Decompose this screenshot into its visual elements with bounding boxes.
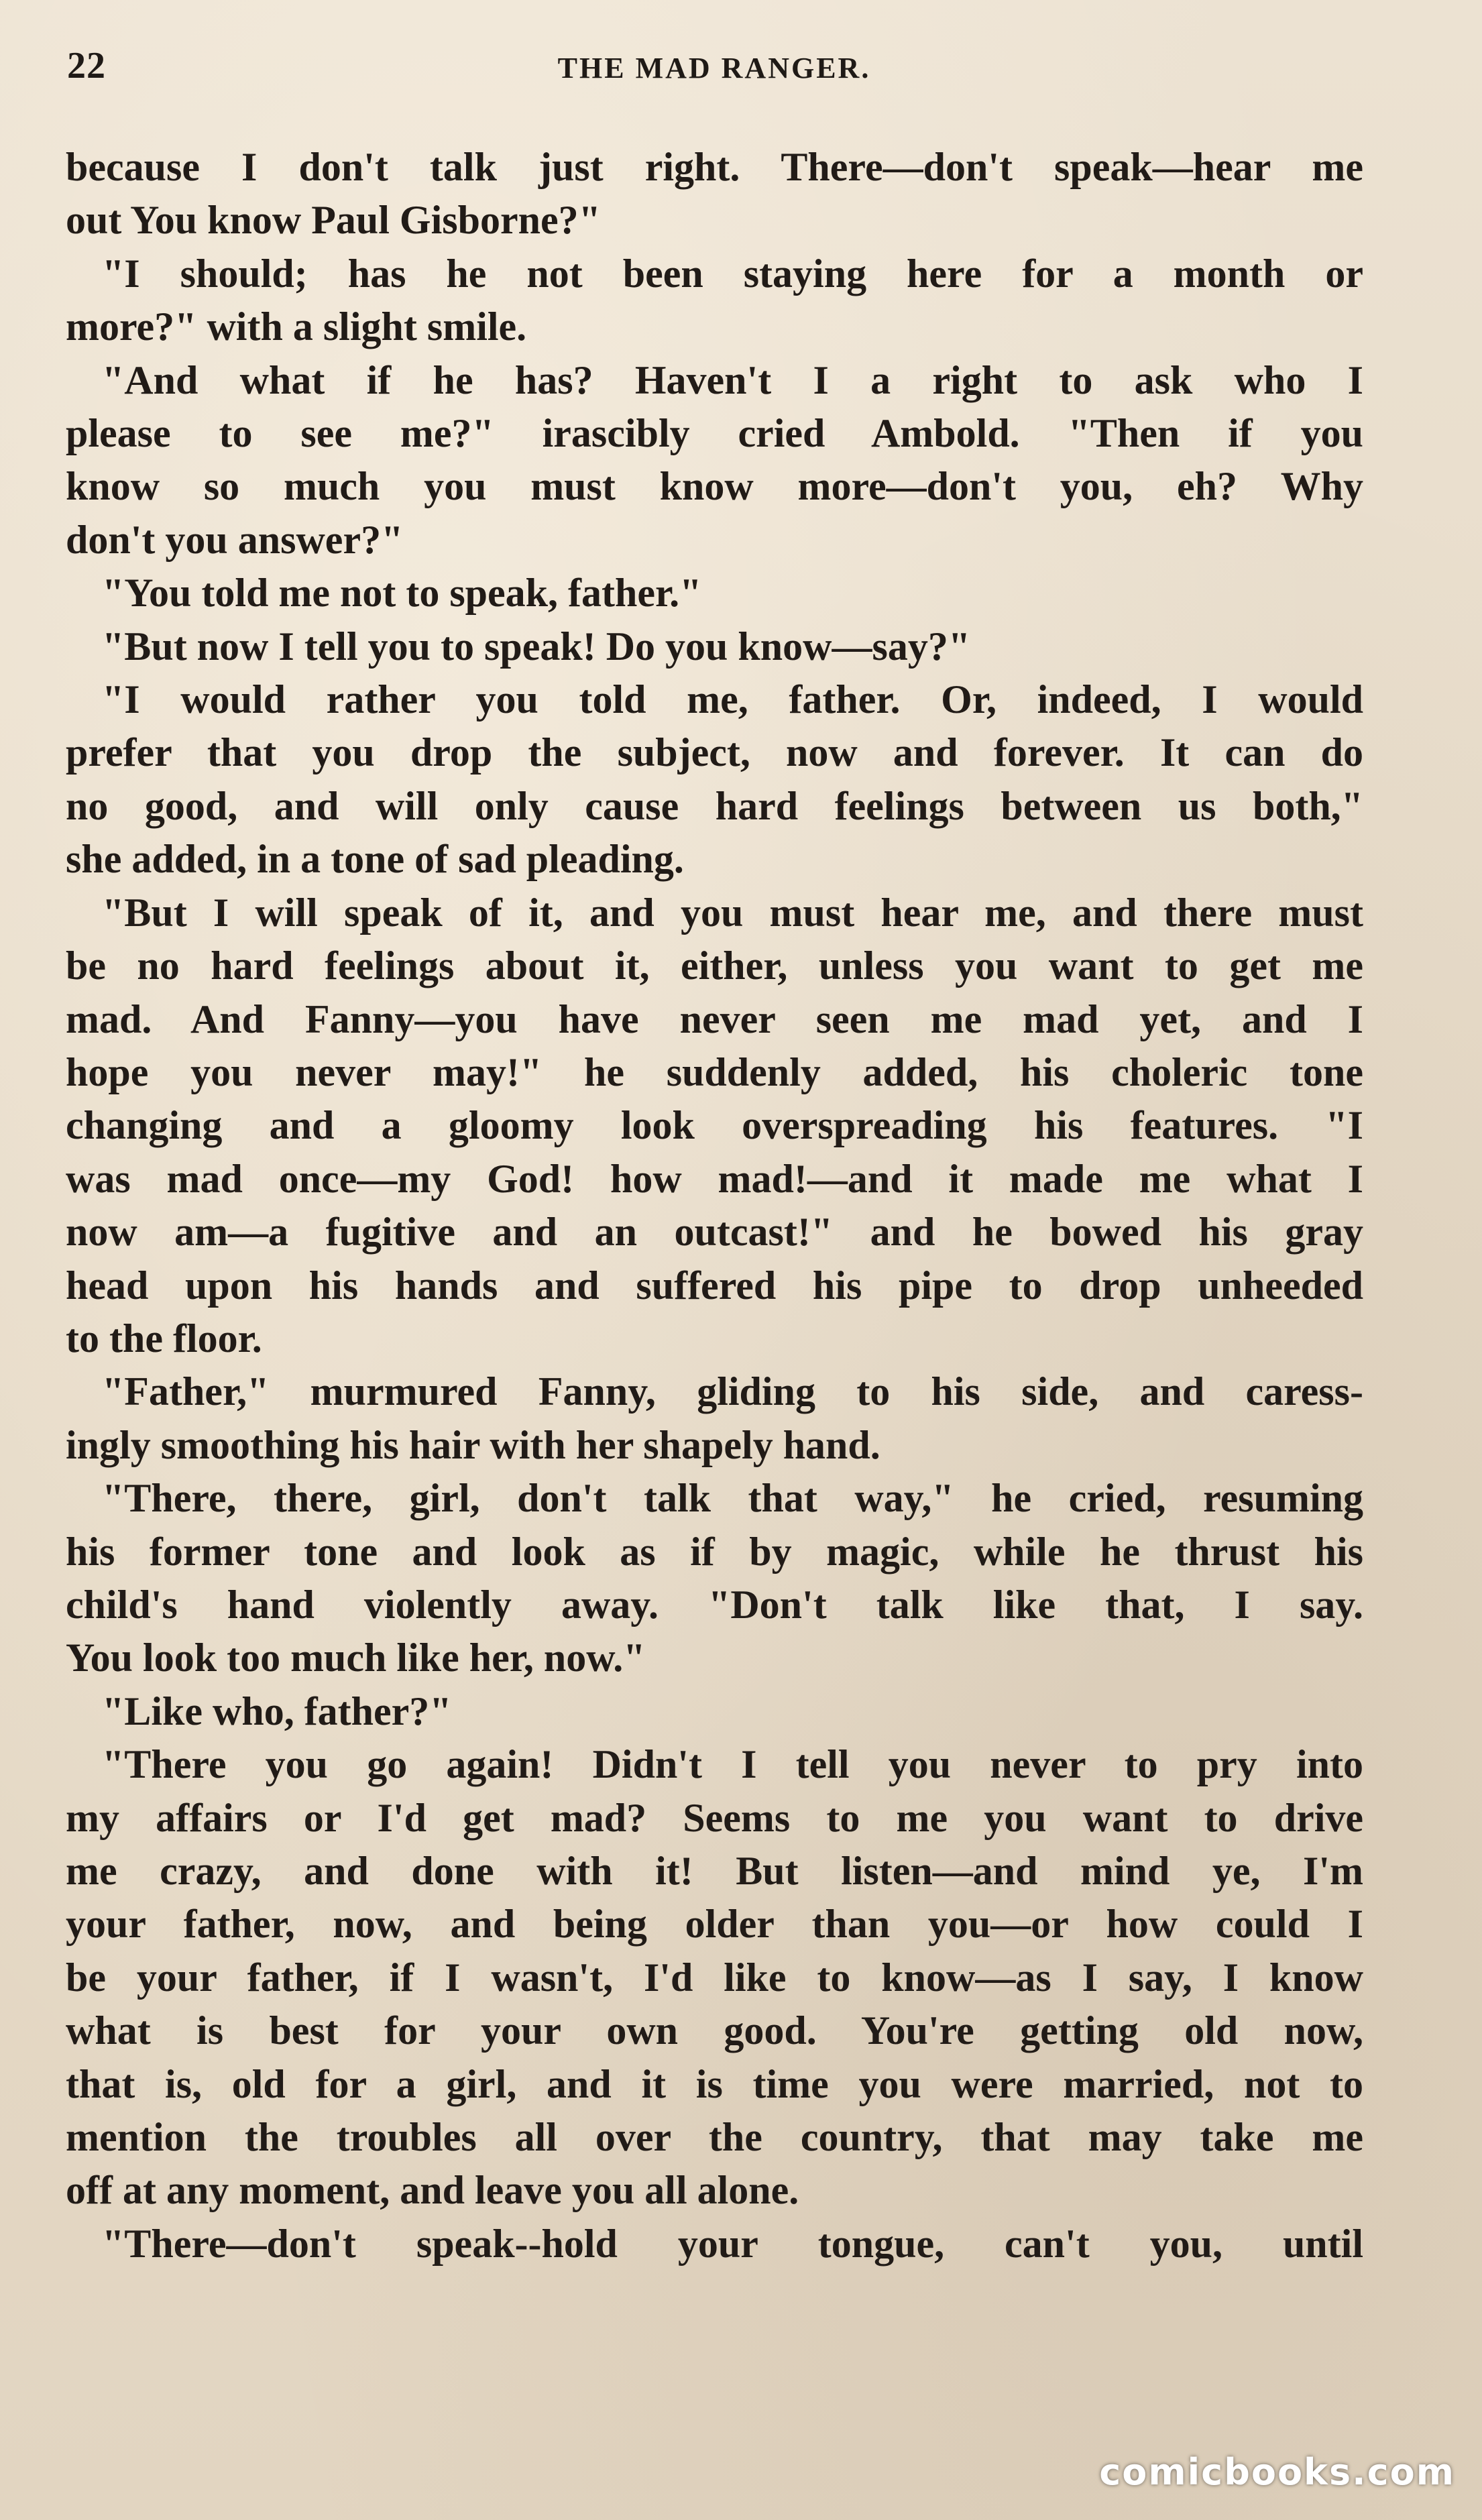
text-line: "But now I tell you to speak! Do you know—say?" [102, 624, 971, 669]
text-line: your father, now, and being older than you—or how could I [66, 1902, 1363, 1947]
text-line: "You told me not to speak, father." [102, 571, 702, 616]
text-line: You look too much like her, now." [66, 1636, 646, 1680]
running-head: THE MAD RANGER. [557, 52, 871, 84]
site-watermark: comicbooks.com [1099, 2451, 1455, 2493]
text-line: "Father," murmured Fanny, gliding to his side, and caress- [102, 1369, 1363, 1414]
text-line: because I don't talk just right. There—don't speak—hear me [66, 145, 1363, 189]
body-text [66, 141, 1363, 2271]
text-line: what is best for your own good. You're getting old now, [66, 2008, 1363, 2053]
text-line: prefer that you drop the subject, now and forever. It can do [66, 730, 1363, 775]
text-line: be no hard feelings about it, either, unless you want to get me [66, 943, 1363, 988]
text-line: now am—a fugitive and an outcast!" and he bowed his gray [66, 1210, 1363, 1255]
text-line: changing and a gloomy look overspreading his features. "I [66, 1103, 1363, 1148]
text-line: "There, there, girl, don't talk that way," he cried, resuming [102, 1476, 1363, 1521]
text-line: don't you answer?" [66, 517, 404, 562]
text-line: "I should; has he not been staying here for a month or [102, 251, 1363, 296]
text-line: no good, and will only cause hard feelings between us both," [66, 783, 1363, 828]
text-line: off at any moment, and leave you all alone. [66, 2168, 799, 2213]
page-header [67, 44, 1361, 91]
text-line: "But I will speak of it, and you must hear me, and there must [102, 890, 1363, 935]
text-line: "I would rather you told me, father. Or, indeed, I would [102, 677, 1363, 722]
text-line: mad. And Fanny—you have never seen me mad yet, and I [66, 996, 1363, 1041]
text-line: my affairs or I'd get mad? Seems to me you want to drive [66, 1795, 1363, 1840]
text-line: please to see me?" irascibly cried Ambold. "Then if you [66, 411, 1363, 456]
text-line: mention the troubles all over the country, that may take me [66, 2115, 1363, 2160]
text-line: me crazy, and done with it! But listen—and mind ye, I'm [66, 1849, 1363, 1893]
text-line: his former tone and look as if by magic, while he thrust his [66, 1529, 1363, 1574]
text-line: that is, old for a girl, and it is time you were married, not to [66, 2061, 1363, 2106]
text-line: more?" with a slight smile. [66, 304, 527, 349]
text-line: was mad once—my God! how mad!—and it made me what I [66, 1156, 1363, 1201]
text-line: to the floor. [66, 1316, 262, 1361]
page-number: 22 [67, 45, 106, 87]
text-line: know so much you must know more—don't you, eh? Why [66, 464, 1363, 509]
text-line: "There you go again! Didn't I tell you never to pry into [102, 1742, 1363, 1787]
text-line: head upon his hands and suffered his pipe to drop unheeded [66, 1263, 1363, 1308]
text-line: "And what if he has? Haven't I a right to ask who I [102, 357, 1363, 402]
text-line: be your father, if I wasn't, I'd like to know—as I say, I know [66, 1955, 1363, 2000]
text-line: hope you never may!" he suddenly added, his choleric tone [66, 1049, 1363, 1094]
text-line: "Like who, father?" [102, 1688, 452, 1733]
text-line: she added, in a tone of sad pleading. [66, 837, 684, 882]
text-line: out You know Paul Gisborne?" [66, 198, 601, 243]
text-line: "There—don't speak--hold your tongue, can't you, until [102, 2221, 1363, 2266]
text-line: child's hand violently away. "Don't talk like that, I say. [66, 1582, 1363, 1627]
text-line: ingly smoothing his hair with her shapely hand. [66, 1422, 880, 1467]
